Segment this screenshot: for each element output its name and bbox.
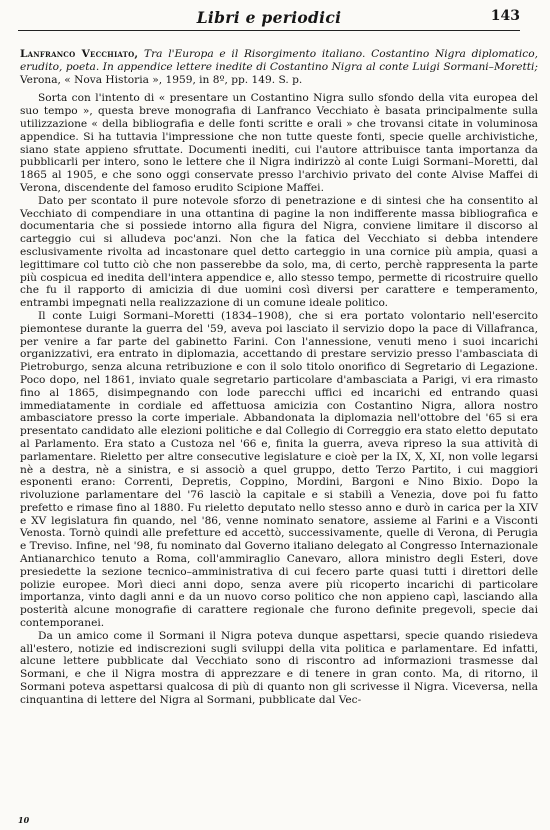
bibliographic-citation <box>20 48 538 86</box>
running-title: Libri e periodici <box>196 8 342 27</box>
running-head <box>18 8 520 31</box>
review-text <box>20 48 538 707</box>
review-book-title: Tra l'Europa e il Risorgimento italiano. Costantino Nigra diplomatico, erudito, poeta. In appendice lettere inedite di Costantino Nigra al conte Luigi Sormani–Moretti; <box>20 48 538 73</box>
paragraph-2: Dato per scontato il pure notevole sforzo di penetrazione e di sintesi che ha consentito al Vecchiato di compendiare in una ottantina di pagine la non indifferente massa bibliografica e documentaria che si possiede intorno alla figura del Nigra, conviene limitare il discorso al carteggio cui si alludeva poc'anzi. Non che la fatica del Vecchiato si debba intendere esclusivamente rivolta ad incastonare quel detto carteggio in una cornice più ampia, quasi a legittimare col tutto ciò che non passerebbe da solo, ma, di certo, perchè rappresenta la parte più cospicua ed inedita dell'intera appendice e, allo stesso tempo, permette di ricostruire quello che fu il rapporto di amicizia di due uomini così diversi per carattere e temperamento, entrambi impegnati nella realizzazione di un comune ideale politico. <box>20 194 538 310</box>
paragraph-4: Da un amico come il Sormani il Nigra poteva dunque aspettarsi, specie quando risiedeva all'estero, notizie ed indiscrezioni sugli sviluppi della vita politica e parlamentare. Ed infatti, alcune lettere pubblicate dal Vecchiato sono di riscontro ad informazioni trasmesse dal Sormani, e che il Nigra mostra di apprezzare e di tenere in gran conto. Ma, di ritorno, il Sormani poteva aspettarsi qualcosa di più di quanto non gli scrivesse il Nigra. Viceversa, nella cinquantina di lettere del Nigra al Sormani, pubblicate dal Vec- <box>20 629 538 706</box>
page-number: 143 <box>490 8 520 24</box>
printer-signature: 10 <box>18 815 30 825</box>
review-author: Lanfranco Vecchiato, <box>20 48 139 60</box>
paragraph-1: Sorta con l'intento di « presentare un Costantino Nigra sullo sfondo della vita europea del suo tempo », questa breve monografia di Lanfranco Vecchiato è basata principalmente sulla utilizzazione « della bibliografia e delle fonti scritte e orali » che trovansi citate in voluminosa appendice. Si ha tuttavia l'impressione che non tutte queste fonti, specie quelle archivistiche, siano state appieno sfruttate. Documenti inediti, cui l'autore attribuisce tanta importanza da pubblicarli per intero, sono le lettere che il Nigra indirizzò al conte Luigi Sormani–Moretti, dal 1865 al 1905, e che sono oggi conservate presso l'archivio privato del conte Alvise Maffei di Verona, discendente del famoso erudito Scipione Maffei. <box>20 92 538 194</box>
paragraph-3: Il conte Luigi Sormani–Moretti (1834–1908), che si era portato volontario nell'esercito piemontese durante la guerra del '59, aveva poi lasciato il servizio dopo la pace di Villafranca, per venire a far parte del gabinetto Farini. Con l'annessione, venuti meno i suoi incarichi organizzativi, era entrato in diplomazia, accettando di prestare servizio presso l'ambasciata di Pietroburgo, senza alcuna retribuzione e con il solo titolo onorifico di Segretario di Legazione. Poco dopo, nel 1861, inviato quale segretario particolare d'ambasciata a Parigi, vi era rimasto fino al 1865, disimpegnando con lode parecchi uffici ed incarichi ed entrando quasi immediatamente in cordiale ed affettuosa amicizia con Costantino Nigra, allora nostro ambasciatore presso la corte imperiale. Abbandonata la diplomazia nell'ottobre del '65 si era presentato candidato alle elezioni politiche e dal Collegio di Correggio era stato eletto deputato al Parlamento. Era stato a Custoza nel '66 e, finita la guerra, aveva ripreso la sua attività di parlamentare. Rieletto per altre consecutive legislature e cioè per la IX, X, XI, non volle legarsi nè a destra, nè a sinistra, e si associò a quel gruppo, detto Terzo Partito, i cui maggiori esponenti erano: Correnti, Depretis, Coppino, Mordini, Bargoni e Nino Bixio. Dopo la rivoluzione parlamentare del '76 lasciò la capitale e si stabilì a Venezia, dove poi fu fatto prefetto e rimase fino al 1880. Fu rieletto deputato nello stesso anno e durò in carica per la XIV e XV legislatura fin quando, nel '86, venne nominato senatore, assieme al Farini e a Visconti Venosta. Tornò quindi alle prefetture ed accettò, successivamente, quelle di Verona, di Perugia e Treviso. Infine, nel '98, fu nominato dal Governo italiano delegato al Congresso Internazionale Antianarchico tenuto a Roma, coll'ammiraglio Canevaro, allora ministro degli Esteri, dove presiedette la sezione tecnico–amministrativa di cui fecero parte quasi tutti i direttori delle polizie europee. Morì dieci anni dopo, senza avere più ricoperto incarichi di particolare importanza, vinto dagli anni e da un nuovo corso politico che non appieno capì, lasciando alla posterità alcune monografie di carattere regionale che furono definite pregevoli, specie dai contemporanei. <box>20 309 538 630</box>
review-publication: Verona, « Nova Historia », 1959, in 8º, pp. 149. S. p. <box>20 73 303 86</box>
